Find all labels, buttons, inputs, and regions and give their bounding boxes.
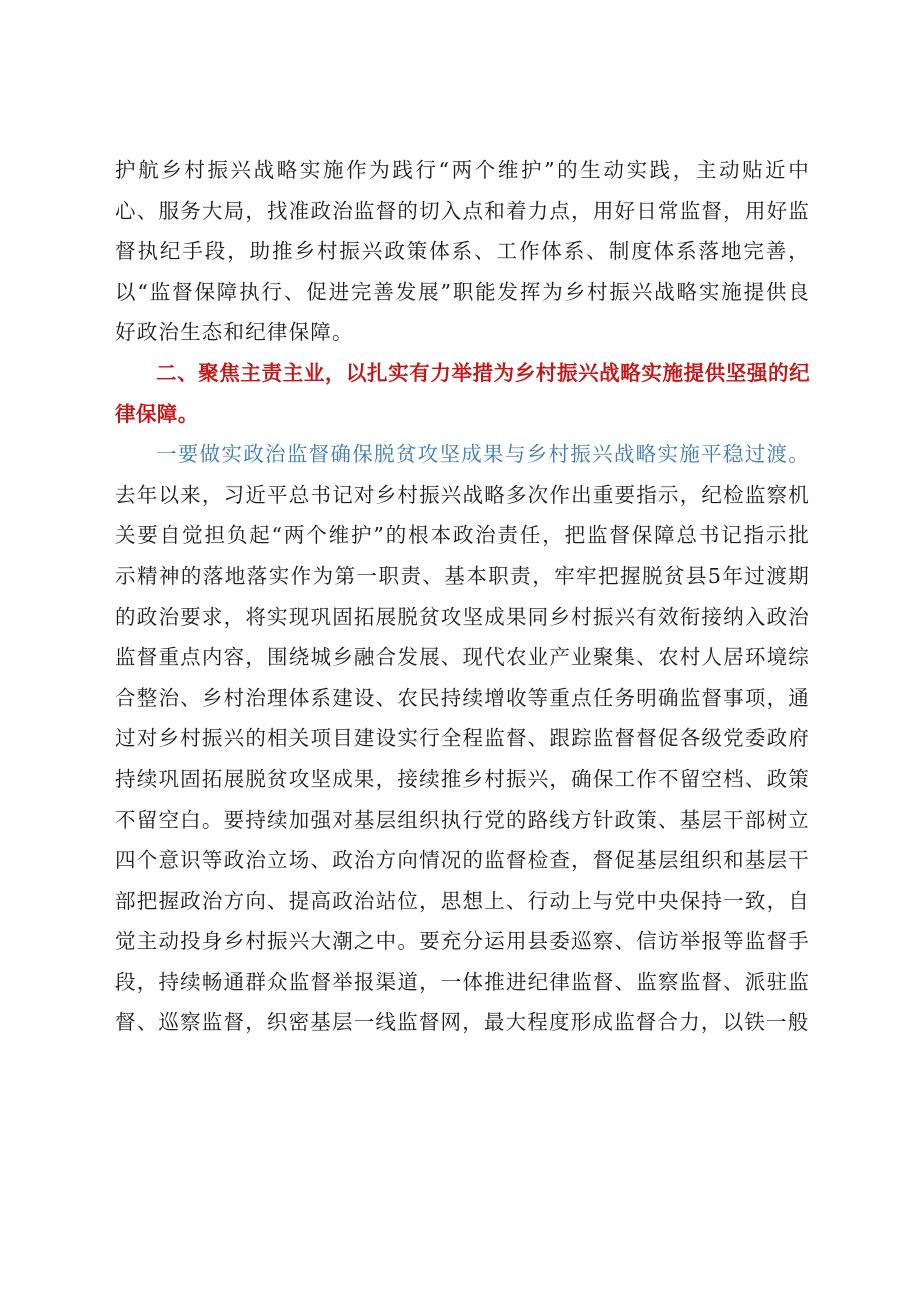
paragraph-body-text: 去年以来，习近平总书记对乡村振兴战略多次作出重要指示，纪检监察机关要自觉担负起“两个维护”的根本政治责任，把监督保障总书记指示批示精神的落地落实作为第一职责、基本职责，牢牢把握脱贫县5年过渡期的政治要求，将实现巩固拓展脱贫攻坚成果同乡村振兴有效衔接纳入政治监督重点内容，围绕城乡融合发展、现代农业产业聚集、农村人居环境综合整治、乡村治理体系建设、农民持续增收等重点任务明确监督事项，通过对乡村振兴的相关项目建设实行全程监督、跟踪监督督促各级党委政府持续巩固拓展脱贫攻坚成果，接续推乡村振兴，确保工作不留空档、政策不留空白。要持续加强对基层组织执行党的路线方针政策、基层干部树立四个意识等政治立场、政治方向情况的监督检查，督促基层组织和基层干部把握政治方向、提高政治站位，思想上、行动上与党中央保持一致，自觉主动投身乡村振兴大潮之中。要充分运用县委巡察、信访举报等监督手段，持续畅通群众监督举报渠道，一体推进纪律监督、监察监督、派驻监督、巡察监督，织密基层一线监督网，最大程度形成监督合力，以铁一般 — [115, 482, 810, 1035]
paragraph-section-2 — [115, 434, 810, 1043]
document-body — [115, 150, 810, 1043]
lead-sentence: 一要做实政治监督确保脱贫攻坚成果与乡村振兴战略实施平稳过渡。 — [156, 442, 810, 467]
paragraph-continued: 护航乡村振兴战略实施作为践行“两个维护”的生动实践，主动贴近中心、服务大局，找准政治监督的切入点和着力点，用好日常监督，用好监督执纪手段，助推乡村振兴政策体系、工作体系、制度体系落地完善，以“监督保障执行、促进完善发展”职能发挥为乡村振兴战略实施提供良好政治生态和纪律保障。 — [115, 158, 810, 345]
section-heading: 二、聚焦主责主业，以扎实有力举措为乡村振兴战略实施提供坚强的纪律保障。 — [115, 360, 810, 426]
